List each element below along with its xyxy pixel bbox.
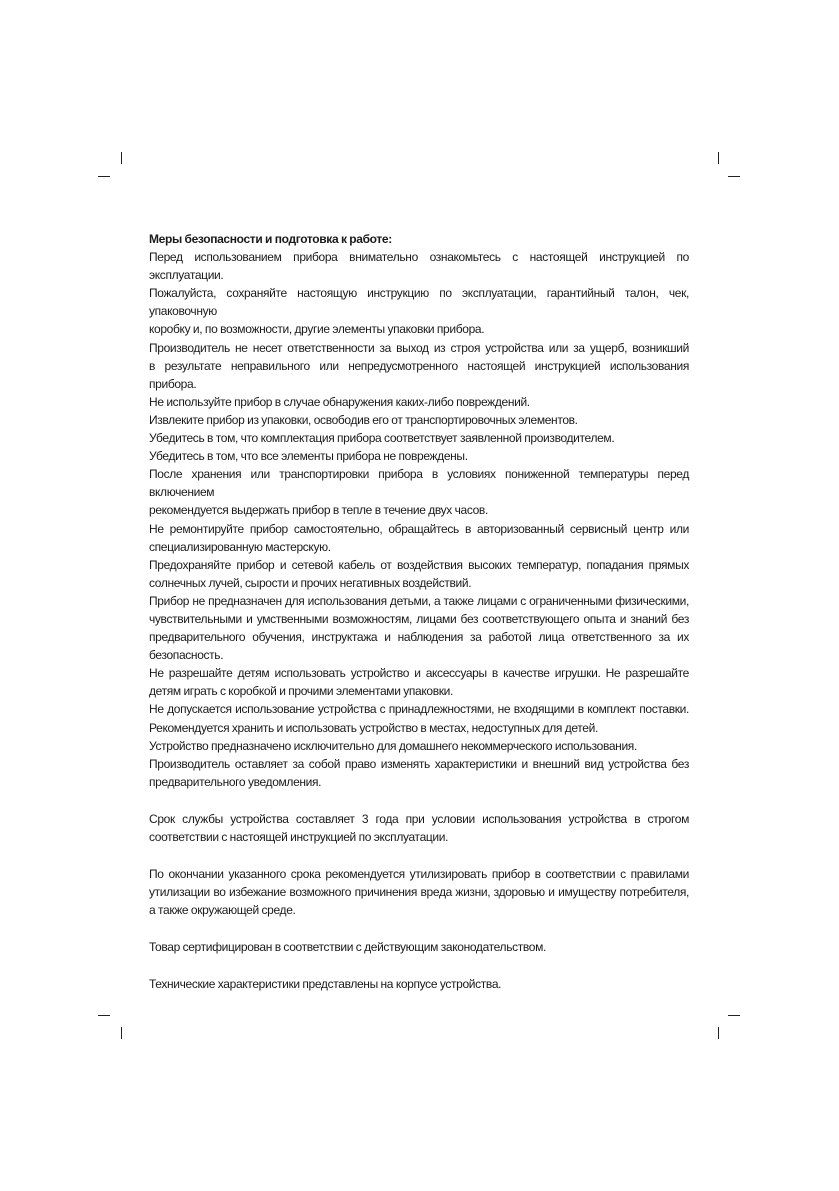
text-line: Устройство предназначено исключительно для домашнего некоммерческого использования. [149,738,637,753]
service-life-paragraph [149,810,689,846]
text-line: Срок службы устройства составляет 3 года при условии использования устройства в строгом [149,811,689,826]
section-heading: Меры безопасности и подготовка к работе: [149,232,392,246]
crop-mark-bottom-left-horizontal [98,1015,110,1016]
text-line: По окончании указанного срока рекомендуется утилизировать прибор в соответствии с правилами [149,867,689,882]
text-line: Товар сертифицирован в соответствии с действующим законодательством. [149,940,547,955]
crop-mark-top-right-vertical [718,152,719,164]
text-line: коробку и, по возможности, другие элементы упаковки прибора. [149,322,485,337]
text-line: в результате неправильного или непредусмотренного настоящей инструкцией использования прибора. [149,358,689,391]
text-line: Прибор не предназначен для использования детьми, а также лицами с ограниченными физическими, [149,593,689,608]
text-line: рекомендуется выдержать прибор в тепле в течение двух часов. [149,503,488,518]
crop-mark-bottom-left-vertical [121,1027,122,1039]
text-line: Производитель оставляет за собой право изменять характеристики и внешний вид устройства без [149,756,689,771]
specifications-paragraph [149,975,689,993]
text-line: Извлеките прибор из упаковки, освободив его от транспортировочных элементов. [149,412,578,427]
text-line: Технические характеристики представлены на корпусе устройства. [149,977,502,992]
crop-mark-top-left-vertical [121,152,122,164]
text-line: Не допускается использование устройства с принадлежностями, не входящими в комплект поставки. [149,702,689,717]
text-line: После хранения или транспортировки прибора в условиях пониженной температуры перед включением [149,467,689,500]
text-line: безопасность. [149,648,224,663]
text-line: Не ремонтируйте прибор самостоятельно, обращайтесь в авторизованный сервисный центр или [149,521,689,536]
text-line: Производитель не несет ответственности за выход из строя устройства или за ущерб, возникший [149,340,689,355]
text-line: Предохраняйте прибор и сетевой кабель от воздействия высоких температур, попадания прямых [149,557,689,572]
text-line: Убедитесь в том, что все элементы прибора не повреждены. [149,449,468,464]
document-body [149,230,689,1013]
text-line: Пожалуйста, сохраняйте настоящую инструкцию по эксплуатации, гарантийный талон, чек, упаковочную [149,286,689,319]
safety-instructions [149,248,689,791]
certification-paragraph [149,938,689,956]
text-line: чувствительными и умственными возможностям, лицами без соответствующего опыта и знаний без [149,611,689,626]
text-line: Не используйте прибор в случае обнаружения каких-либо повреждений. [149,394,530,409]
text-line: утилизации во избежание возможного причинения вреда жизни, здоровью и имуществу потребителя, [149,885,689,900]
text-line: Убедитесь в том, что комплектация прибора соответствует заявленной производителем. [149,431,615,446]
crop-mark-top-left-horizontal [98,176,110,177]
crop-mark-bottom-right-horizontal [728,1015,740,1016]
text-line: солнечных лучей, сырости и прочих негативных воздействий. [149,575,472,590]
text-line: а также окружающей среде. [149,903,296,918]
text-line: Рекомендуется хранить и использовать устройство в местах, недоступных для детей. [149,720,598,735]
text-line: соответствии с настоящей инструкцией по эксплуатации. [149,830,449,844]
text-line: предварительного обучения, инструктажа и наблюдения за работой лица ответственного за их [149,630,689,645]
text-line: Перед использованием прибора внимательно ознакомьтесь с настоящей инструкцией по эксплуатации. [149,250,689,283]
text-line: детям играть с коробкой и прочими элементами упаковки. [149,684,453,699]
crop-mark-bottom-right-vertical [718,1027,719,1039]
crop-mark-top-right-horizontal [728,176,740,177]
disposal-paragraph [149,865,689,919]
text-line: Не разрешайте детям использовать устройство и аксессуары в качестве игрушки. Не разрешайте [149,666,689,681]
text-line: специализированную мастерскую. [149,539,331,554]
text-line: предварительного уведомления. [149,774,322,789]
